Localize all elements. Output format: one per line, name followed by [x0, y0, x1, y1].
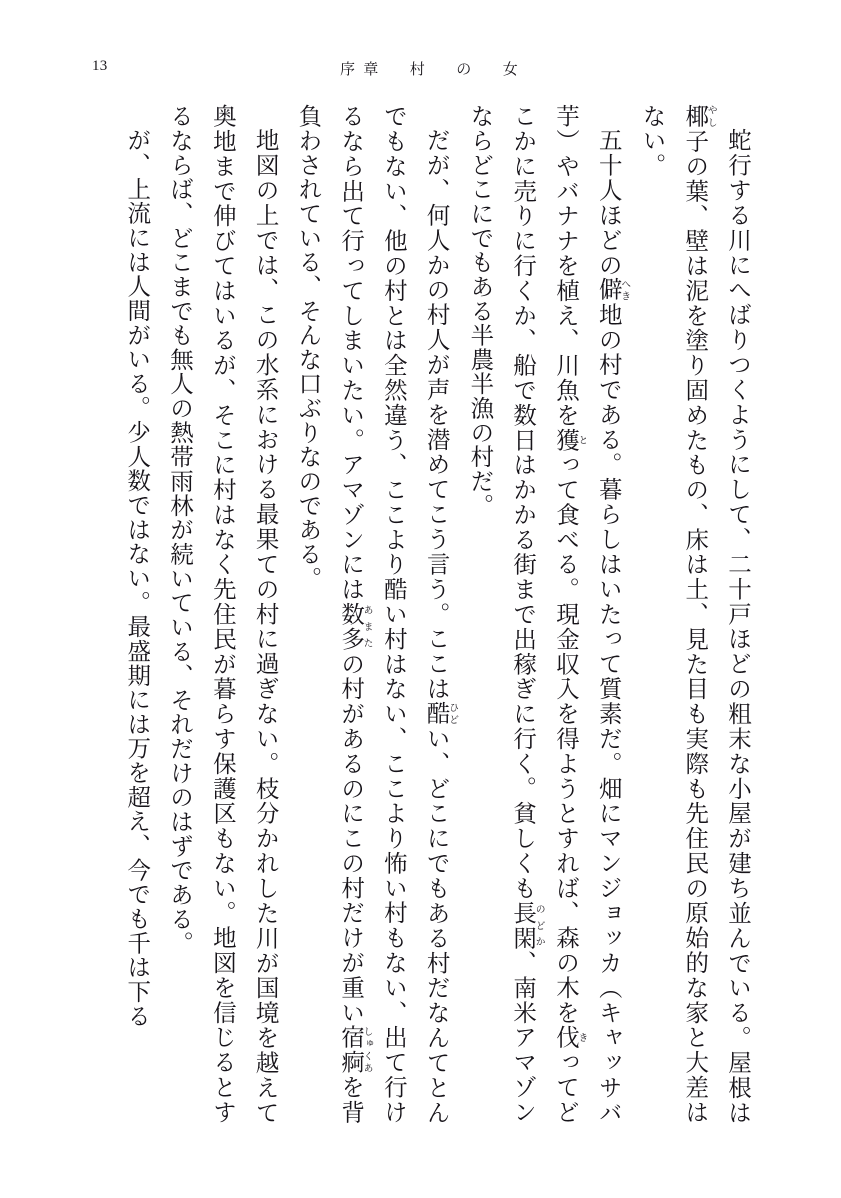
- running-head-title: 序章 村 の 女: [340, 62, 527, 78]
- paragraph-5: が、上流には人間がいる。少人数ではない。最盛期には万を超え、今でも千は下る: [123, 127, 150, 1028]
- page-number: 13: [92, 58, 108, 74]
- running-head: [0, 58, 841, 84]
- ruby-shukua: 宿痾しゅくあ: [337, 1025, 373, 1075]
- ruby-nodoka: 長閑のどか: [509, 900, 545, 951]
- ruby-yashi: 椰やし: [681, 104, 717, 129]
- ruby-amata: 数多あまた: [337, 601, 373, 652]
- paragraph-4: 地図の上では、この水系における最果ての村に過ぎない。枝分かれした川が国境を越えて奥地まで伸びてはいるが、そこに村はなく先住民が暮らす保護区もない。地図を信じるとするならば、どこまでも無人の熱帯雨林が続いている、それだけのはずである。: [166, 104, 278, 1124]
- ruby-hido: 酷ひど: [422, 700, 459, 726]
- ruby-ki: 伐き: [551, 1025, 588, 1050]
- paragraph-1: 蛇行する川にへばりつくようにして、二十戸ほどの粗末な小屋が建ち並んでいる。屋根は椰やし子の葉、壁は泥を塗り固めたもの、床は土、見た目も実際も先住民の原始的な家と大差はない。: [638, 104, 750, 1125]
- ruby-heki: 僻へき: [594, 277, 631, 302]
- paragraph-3: だが、何人かの村人が声を潜めてこう言う。ここは酷ひどい、どこにでもある村だなんてとんでもない、他の村とは全然違う、ここより酷い村はない、ここより怖い村もない、出て行けるなら出て行ってしまいたい。アマゾンには数多あまたの村があるのにこの村だけが重い宿痾しゅくあを背負わされている、そんな口ぶりなのである。: [294, 104, 459, 1125]
- ruby-to: 獲と: [551, 427, 588, 453]
- paragraph-2: 五十人ほどの僻へき地の村である。暮らしはいたって質素だ。畑にマンジョッカ（キャッサバ芋）やバナナを植え、川魚を獲とって食べる。現金収入を得ようとすれば、森の木を伐きってどこかに売りに行くか、船で数日はかかる街まで出稼ぎに行く。貧しくも長閑のどか、南米アマゾンならどこにでもある半農半漁の村だ。: [466, 104, 631, 1125]
- vertical-text-body: [86, 104, 758, 1124]
